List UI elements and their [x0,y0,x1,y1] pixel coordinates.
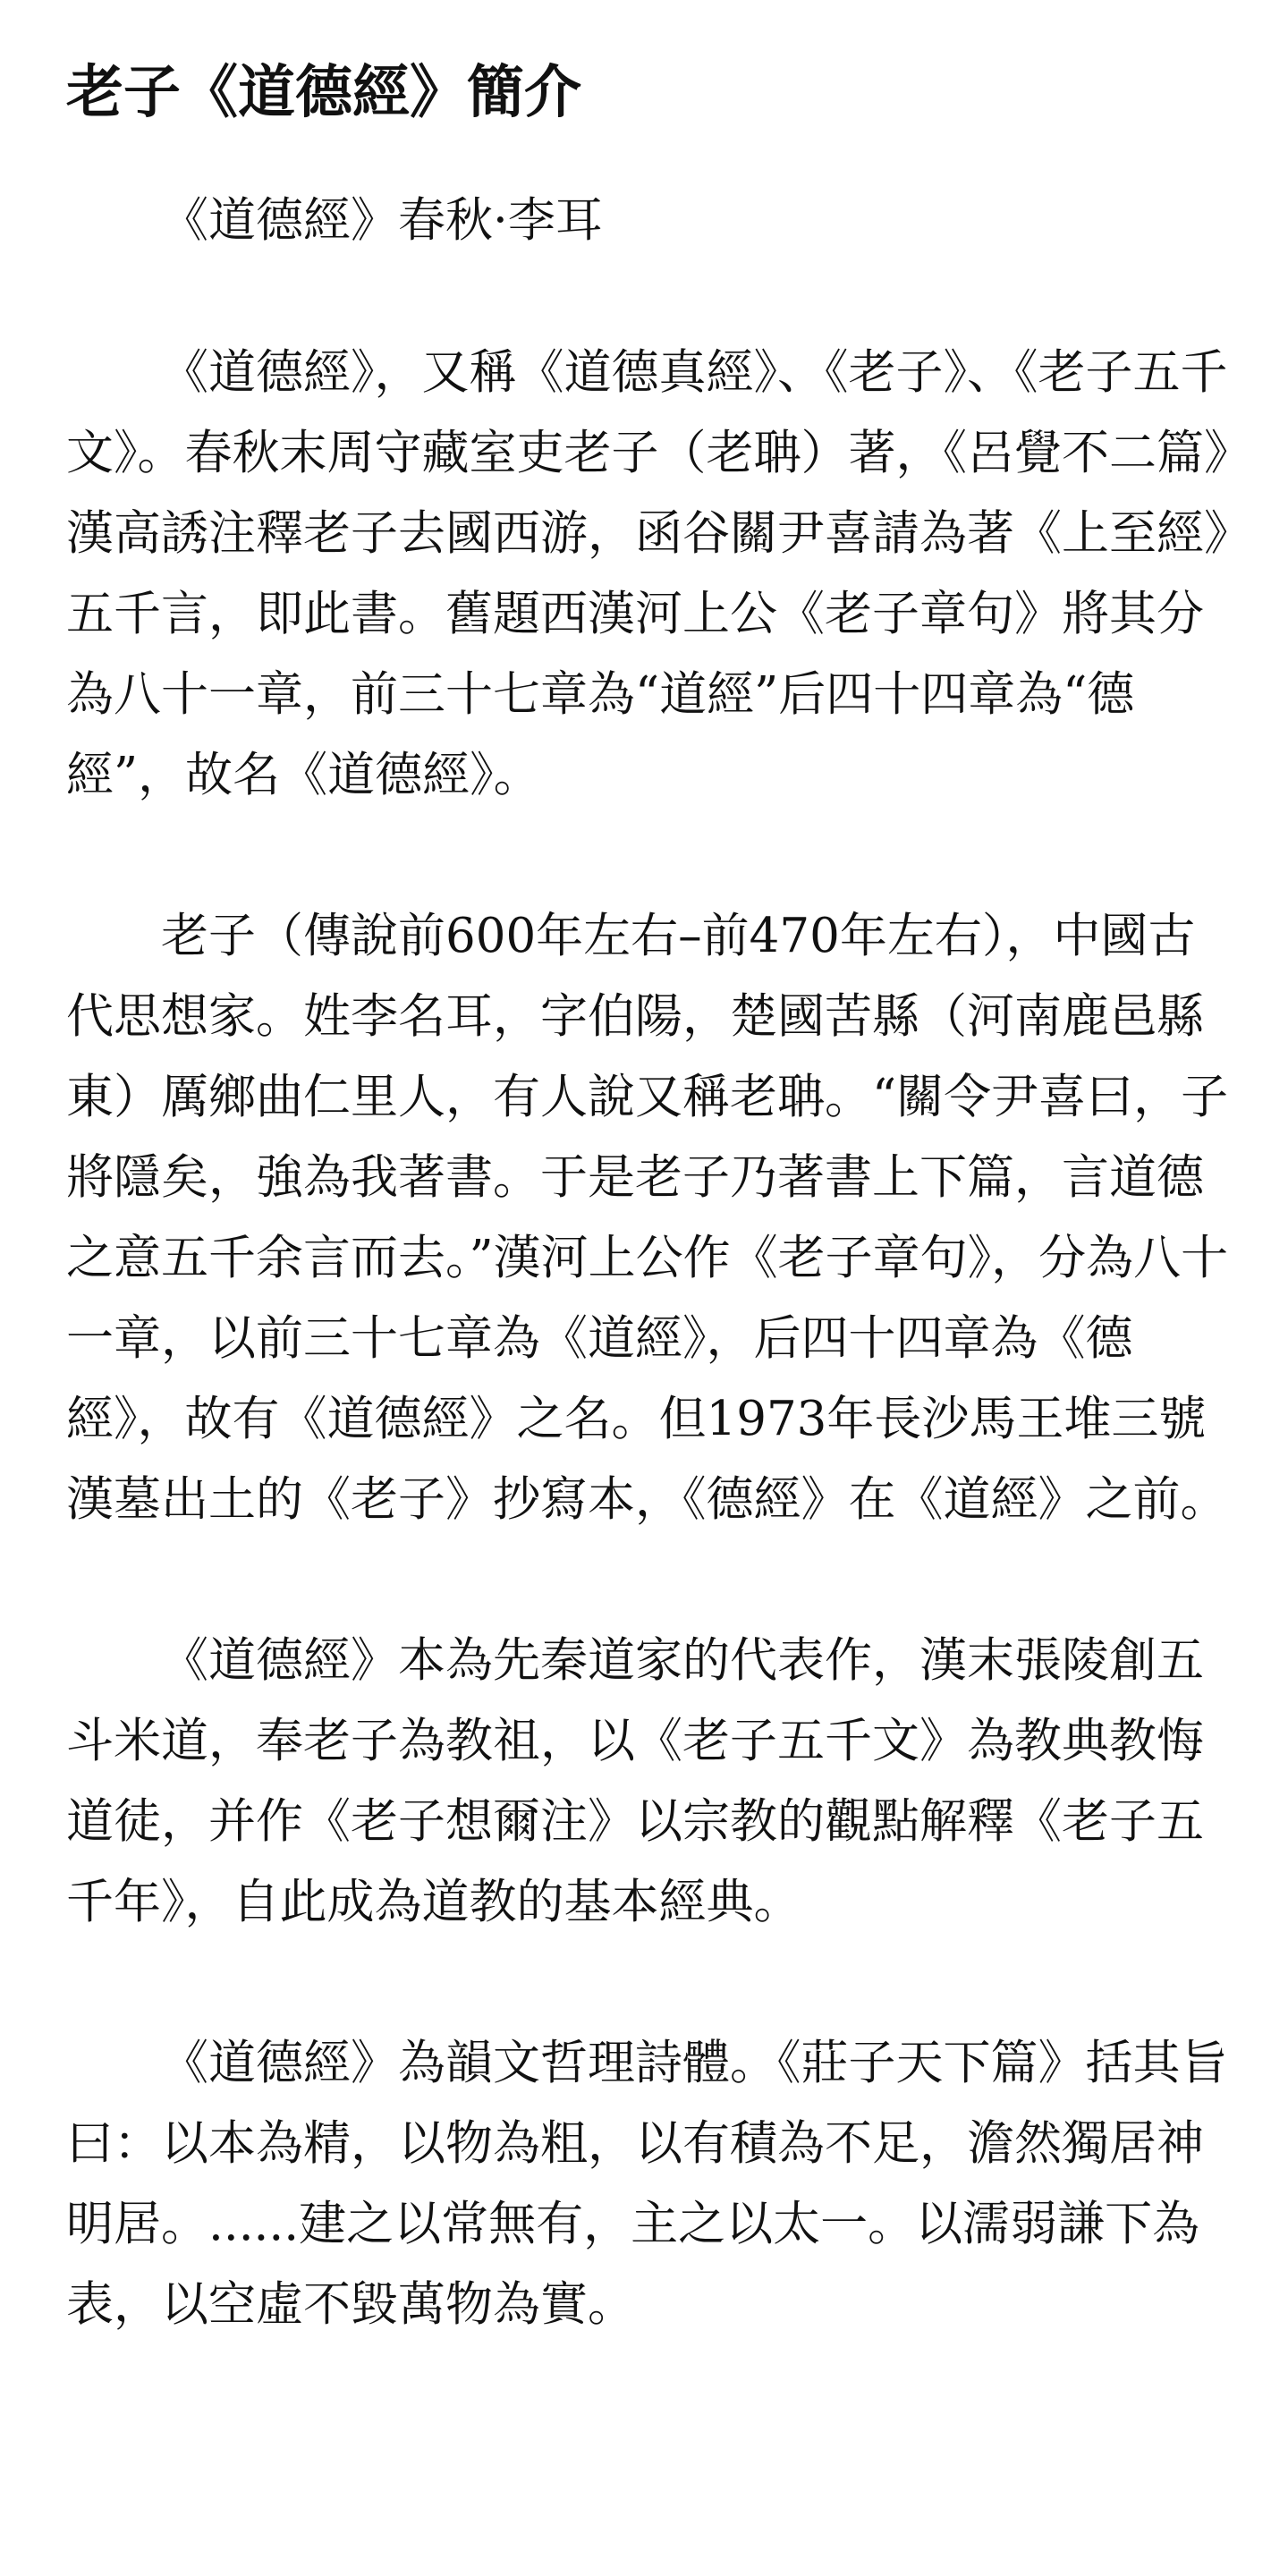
body-paragraph: 《道德經》為韻文哲理詩體。《莊子天下篇》括其旨曰：以本為精，以物為粗，以有積為不足，澹然獨居神明居。......建之以常無有，主之以太一。以濡弱謙下為表，以空虛不毀萬物為實。 [66,2036,1228,2332]
page-title: 老子《道德經》簡介 [66,60,581,126]
article [66,52,1238,2426]
body-paragraph: 老子（傳說前600年左右–前470年左右），中國古代思想家。姓李名耳，字伯陽，楚國苦縣（河南鹿邑縣東）厲鄉曲仁里人，有人說又稱老聃。“關令尹喜曰，子將隱矣，強為我著書。于是老子乃著書上下篇，言道德之意五千余言而去。”漢河上公作《老子章句》，分為八十一章，以前三十七章為《道經》，后四十四章為《德經》，故有《道德經》之名。但1973年長沙馬王堆三號漢墓出土的《老子》抄寫本，《德經》在《道經》之前。 [66,909,1229,1527]
body-paragraph: 《道德經》，又稱《道德真經》、《老子》、《老子五千文》。春秋末周守藏室吏老子（老聃）著，《呂覺不二篇》漢高誘注釋老子去國西游，函谷關尹喜請為著《上至經》五千言，即此書。舊題西漢河上公《老子章句》將其分為八十一章，前三十七章為“道經”后四十四章為“德經”，故名《道德經》。 [66,345,1228,802]
body-paragraph: 《道德經》本為先秦道家的代表作，漢末張陵創五斗米道，奉老子為教祖，以《老子五千文》為教典教悔道徒，并作《老子想爾注》以宗教的觀點解釋《老子五千年》，自此成為道教的基本經典。 [66,1633,1204,1929]
byline-paragraph: 《道德經》春秋·李耳 [161,193,603,248]
